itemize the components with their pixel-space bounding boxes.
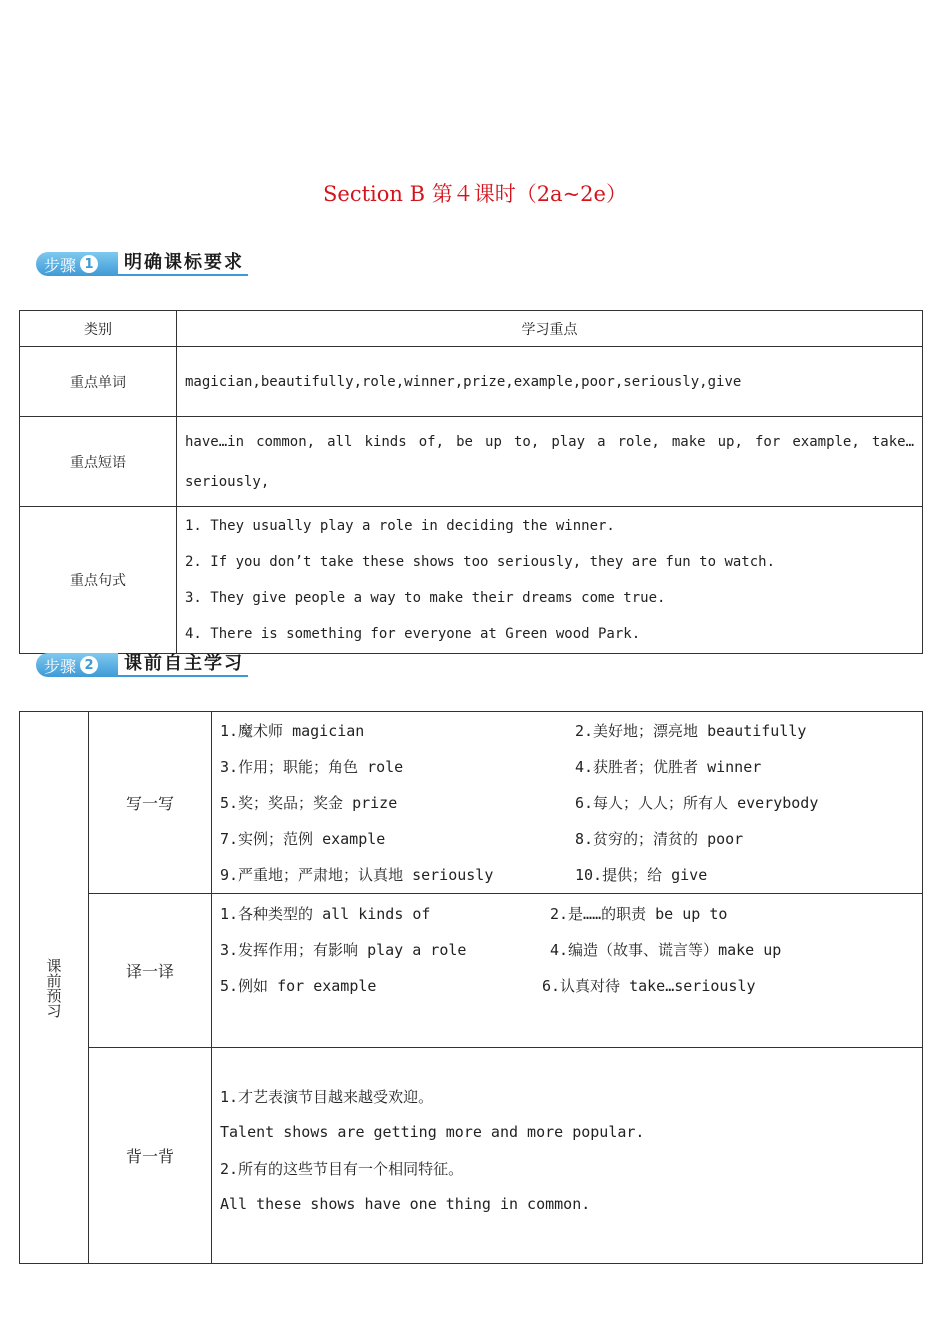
table-row (20, 347, 923, 417)
write-item-6: 6.每人；人人；所有人 everybody (575, 793, 819, 812)
table-row (20, 417, 923, 507)
header-focus: 学习重点 (177, 311, 923, 347)
list-item (220, 931, 921, 967)
translate-item-6: 6.认真对待 take…seriously (542, 976, 756, 995)
translate-label: 译一译 (89, 894, 212, 1048)
translate-content (212, 894, 923, 1048)
write-item-10: 10.提供；给 give (575, 865, 708, 884)
curriculum-table (19, 310, 923, 654)
translate-item-4: 4.编造（故事、谎言等）make up (550, 940, 782, 959)
sentences-content (177, 507, 923, 654)
translate-item-2: 2.是……的职责 be up to (550, 904, 728, 923)
step-2-pill (36, 653, 118, 677)
table-row (20, 894, 923, 1048)
write-item-7: 7.实例；范例 example (220, 829, 386, 848)
list-item (220, 712, 921, 748)
side-label: 课前预习 (44, 957, 63, 1018)
page-title: Section B 第４课时（2a~2e） (323, 182, 627, 206)
step-2-tag: 步骤 (44, 656, 77, 676)
list-item (220, 784, 921, 820)
write-content (212, 712, 923, 894)
step-2-label: 课前自主学习 (118, 653, 248, 677)
list-item (220, 856, 921, 892)
write-item-3: 3.作用；职能；角色 role (220, 757, 404, 776)
write-item-1: 1.魔术师 magician (220, 721, 365, 740)
phrases-category: 重点短语 (20, 417, 177, 507)
header-category: 类别 (20, 311, 177, 347)
side-label-cell (20, 712, 89, 1264)
table-row (20, 507, 923, 654)
phrases-content (177, 417, 923, 507)
table-row (20, 1048, 923, 1264)
step-1-banner (36, 251, 248, 277)
words-category: 重点单词 (20, 347, 177, 417)
recite-line-2: Talent shows are getting more and more popular. (220, 1123, 645, 1141)
sentences-category: 重点句式 (20, 507, 177, 654)
write-item-4: 4.获胜者；优胜者 winner (575, 757, 762, 776)
recite-line-1: 1.才艺表演节目越来越受欢迎。 (220, 1087, 434, 1106)
sentence-2: 2. If you don’t take these shows too seriously, they are fun to watch. (185, 554, 776, 570)
recite-label: 背一背 (89, 1048, 212, 1264)
translate-item-5: 5.例如 for example (220, 976, 377, 995)
preview-table (19, 711, 923, 1264)
list-item (220, 967, 921, 1003)
step-2-banner (36, 652, 248, 678)
recite-line-4: All these shows have one thing in common. (220, 1195, 591, 1213)
sentence-1: 1. They usually play a role in deciding the winner. (185, 518, 615, 534)
step-2-number: 2 (80, 656, 98, 674)
translate-item-1: 1.各种类型的 all kinds of (220, 904, 431, 923)
recite-line-3: 2.所有的这些节目有一个相同特征。 (220, 1159, 464, 1178)
step-1-number: 1 (80, 255, 98, 273)
list-item (220, 895, 921, 931)
step-1-pill (36, 252, 118, 276)
translate-item-3: 3.发挥作用；有影响 play a role (220, 940, 467, 959)
recite-content (212, 1048, 923, 1264)
list-item (220, 748, 921, 784)
write-item-2: 2.美好地；漂亮地 beautifully (575, 721, 807, 740)
sentence-3: 3. They give people a way to make their dreams come true. (185, 590, 666, 606)
words-content: magician,beautifully,role,winner,prize,example,poor,seriously,give (177, 347, 923, 417)
write-item-9: 9.严重地；严肃地；认真地 seriously (220, 865, 494, 884)
phrases-line-2: seriously, (185, 473, 270, 490)
step-1-label: 明确课标要求 (118, 252, 248, 276)
step-1-tag: 步骤 (44, 255, 77, 275)
table-row (20, 712, 923, 894)
table-row (20, 311, 923, 347)
phrases-line-1: have…in common, all kinds of, be up to, play a role, make up, for example, take… (185, 433, 914, 450)
write-item-8: 8.贫穷的；清贫的 poor (575, 829, 744, 848)
write-label: 写一写 (89, 712, 212, 894)
sentence-4: 4. There is something for everyone at Green wood Park. (185, 626, 641, 642)
list-item (220, 820, 921, 856)
write-item-5: 5.奖；奖品；奖金 prize (220, 793, 398, 812)
